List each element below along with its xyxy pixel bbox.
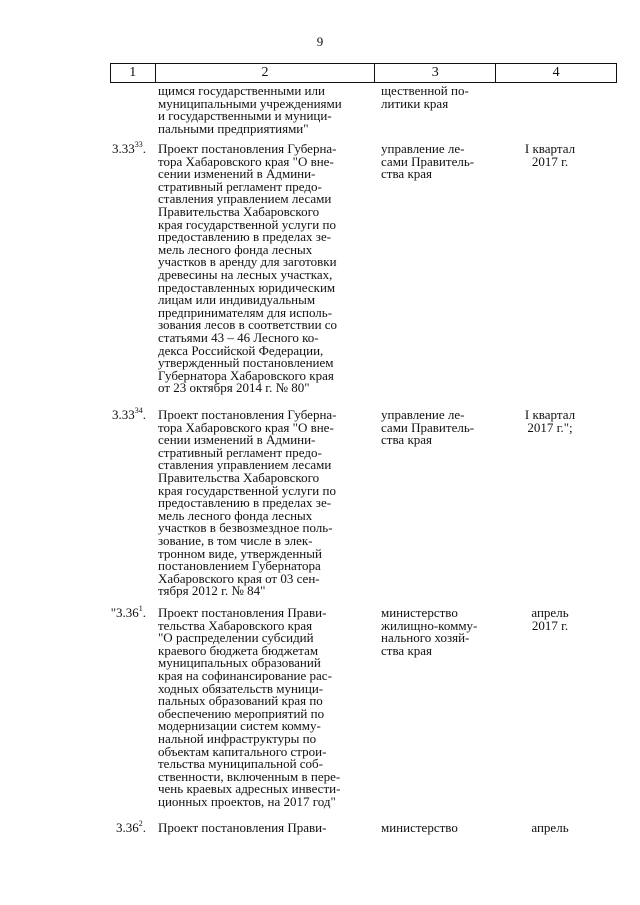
row-responsible: министерство жилищно-комму- нального хозяй- ства края (381, 605, 478, 658)
row-number: 3.36$^2$. (116, 819, 146, 835)
continued-text-col-3: щественной по- литики края (381, 83, 469, 111)
header-col-2: 2 (156, 64, 376, 82)
row-deadline: I квартал 2017 г."; (524, 407, 576, 435)
row-deadline: I квартал 2017 г. (524, 141, 576, 169)
row-title: Проект постановления Губерна- тора Хабаровского края "О вне- сении изменений в Админи- стративный регламент предо- ставления управлением лесами Правительства Хабаровского края государственной услуги по предоставлению в пределах зе- мель лесного фонда лесных участков в безвозмездное поль- зование, в том числе в элек- тронном виде, утвержденный постановлением Губернатора Хабаровского края от 03 сен- тября 2012 г. № 84" (158, 407, 337, 599)
row-responsible: управление ле- сами Правитель- ства края (381, 407, 475, 448)
header-col-4: 4 (552, 65, 560, 80)
row-title: Проект постановления Губерна- тора Хабаровского края "О вне- сении изменений в Админи- стративный регламент предо- ставления управлением лесами Правительства Хабаровского края государственной услуги по предоставлению в пределах зе- мель лесного фонда лесных участков в аренду для заготовки древесины на лесных участках, предоставленных юридическим лицам или индивидуальным предпринимателям для исполь- зования лесов в соответствии со статьями 43 – 46 Лесного ко- декса Российской Федерации, утвержденный постановлением Губернатора Хабаровского края от 23 октября 2014 г. № 80" (158, 141, 338, 396)
header-col-1: 1 (111, 64, 156, 82)
row-title: Проект постановления Прави- тельства Хабаровского края "О распределении субсидий краевого бюджета бюджетам муниципальных образований края на софинансирование рас- ходных обязательств муници- пальных образований края по обеспечению мероприятий по модернизации систем комму- нальной инфраструктуры по объектам капитального строи- тельства муниципальной соб- ственности, включенным в пере- чень краевых адресных инвести- ционных проектов, на 2017 год" (158, 605, 341, 809)
page-number: 9 (316, 34, 324, 49)
row-number: 3.33$^{34}$. (112, 406, 146, 422)
continued-text-col-2: щимся государственными или муниципальными учреждениями и государственными и муници- пальными предприятиями" (158, 83, 342, 136)
row-number: "3.36$^1$. (110, 604, 146, 620)
header-col-3: 3 (375, 64, 496, 82)
table-header-row (110, 63, 617, 83)
row-deadline: апрель 2017 г. (531, 605, 569, 633)
row-deadline: апрель (531, 820, 569, 835)
row-responsible: министерство (381, 820, 458, 835)
row-title: Проект постановления Прави- (158, 820, 327, 835)
row-responsible: управление ле- сами Правитель- ства края (381, 141, 475, 182)
row-number: 3.33$^{33}$. (112, 140, 146, 156)
